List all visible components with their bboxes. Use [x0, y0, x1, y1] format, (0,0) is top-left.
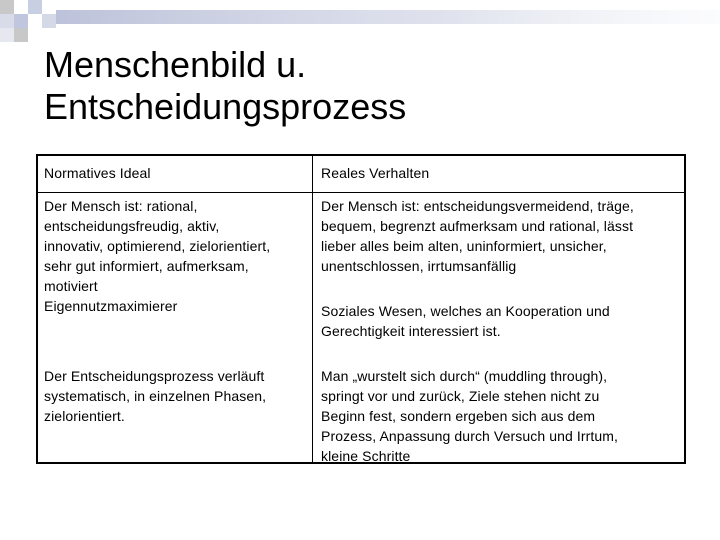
cell-line: Der Mensch ist: rational, — [44, 198, 198, 214]
cell-line: Prozess, Anpassung durch Versuch und Irrtum, — [321, 428, 618, 444]
cell-line: Man „wurstelt sich durch“ (muddling through), — [321, 368, 608, 384]
deco-square — [14, 14, 28, 28]
header-divider — [38, 192, 684, 193]
comparison-table — [36, 154, 686, 464]
cell-line: Der Entscheidungsprozess verläuft — [44, 368, 265, 384]
cell-real-sozial — [321, 301, 683, 341]
cell-line: zielorientiert. — [44, 408, 125, 424]
deco-square — [0, 28, 14, 42]
deco-square — [42, 14, 56, 28]
cell-ideal-prozess — [44, 366, 306, 426]
cell-line: Der Mensch ist: entscheidungsvermeidend, träge, — [321, 198, 634, 214]
cell-line: systematisch, in einzelnen Phasen, — [44, 388, 267, 404]
cell-line: innovativ, optimierend, zielorientiert, — [44, 238, 271, 254]
cell-line: Beginn fest, sondern ergeben sich aus dem — [321, 408, 596, 424]
page-title — [44, 44, 684, 128]
header-reales-verhalten: Reales Verhalten — [321, 165, 430, 181]
cell-real-prozess — [321, 366, 683, 466]
deco-square — [28, 14, 42, 28]
page-title-line: Entscheidungsprozess — [44, 86, 407, 127]
cell-line: springt vor und zurück, Ziele stehen nicht zu — [321, 388, 600, 404]
deco-square — [14, 28, 28, 42]
deco-square — [28, 0, 42, 14]
cell-line: bequem, begrenzt aufmerksam und rational, lässt — [321, 218, 634, 234]
cell-real-mensch — [321, 196, 683, 276]
cell-line: motiviert — [44, 278, 98, 294]
deco-square — [14, 0, 28, 14]
cell-line: sehr gut informiert, aufmerksam, — [44, 258, 249, 274]
cell-line: Eigennutzmaximierer — [44, 298, 178, 314]
deco-square — [0, 0, 14, 14]
header-gradient-band — [56, 10, 720, 24]
header-normatives-ideal: Normatives Ideal — [44, 165, 151, 181]
deco-square — [0, 14, 14, 28]
cell-line: entscheidungsfreudig, aktiv, — [44, 218, 220, 234]
cell-line: lieber alles beim alten, uninformiert, unsicher, — [321, 238, 607, 254]
cell-line: Gerechtigkeit interessiert ist. — [321, 323, 501, 339]
cell-line: Soziales Wesen, welches an Kooperation und — [321, 303, 610, 319]
cell-line: kleine Schritte — [321, 448, 411, 464]
cell-ideal-mensch — [44, 196, 306, 316]
page-title-line: Menschenbild u. — [44, 44, 307, 85]
column-divider — [312, 156, 313, 462]
cell-line: unentschlossen, irrtumsanfällig — [321, 258, 517, 274]
